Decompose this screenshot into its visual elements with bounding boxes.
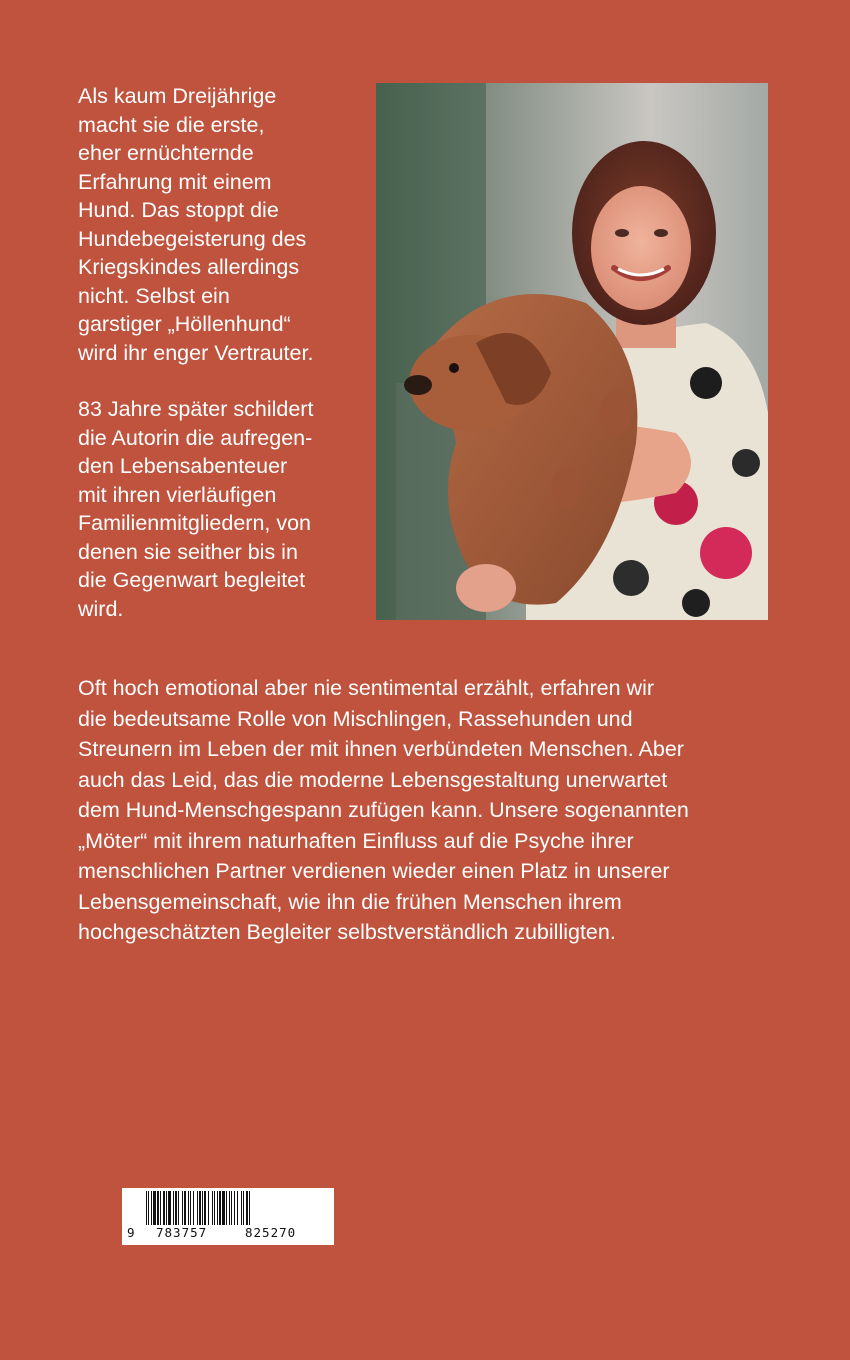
barcode-bar (148, 1191, 149, 1225)
barcode-bar (249, 1191, 250, 1225)
barcode-bar (204, 1191, 206, 1225)
barcode-bar (208, 1191, 209, 1225)
barcode-bar (163, 1191, 165, 1225)
barcode-bar (173, 1191, 174, 1225)
blurb-paragraph-1: Als kaum Dreijährige macht sie die erste, eher ernüchternde Erfahrung mit einem Hund. Das stoppt die Hundebegeisterung des Kriegskindes allerdings nicht. Selbst ein garstiger „Höllenhund“ wird ihr enger Vertrauter. (78, 84, 314, 365)
author-with-puppy-illustration (376, 83, 768, 620)
barcode-bar (190, 1191, 191, 1225)
barcode-bar (153, 1191, 156, 1225)
barcode-bar (188, 1191, 189, 1225)
barcode-bar (241, 1191, 242, 1225)
barcode-bar (226, 1191, 227, 1225)
blurb-paragraph-3: Oft hoch emotional aber nie sentimental erzählt, erfahren wir die bedeutsame Rolle von Mischlingen, Rassehunden und Streunern im Leben der mit ihnen verbündeten Menschen. Aber auch das Leid, das die moderne Lebensgestaltung unerwartet dem Hund-Menschgespann zufügen kann. Unsere sogenannten „Möter“ mit ihrem naturhaften Einfluss auf die Psyche ihrer menschlichen Partner verdienen wieder einen Platz in unserer Lebensgemeinschaft, wie ihn die frühen Menschen ihrem hochgeschätzten Begleiter selbstverständlich zubilligten. (78, 676, 689, 944)
barcode-bar (193, 1191, 194, 1225)
barcode-bar (166, 1191, 167, 1225)
isbn-lead-digit: 9 (127, 1225, 136, 1240)
barcode-bar (219, 1191, 221, 1225)
barcode-bar (231, 1191, 232, 1225)
blurb-top (78, 82, 370, 651)
barcode-bar (184, 1191, 186, 1225)
author-photo (376, 83, 768, 620)
barcode-bar (243, 1191, 244, 1225)
barcode-bar (217, 1191, 218, 1225)
barcode-bar (229, 1191, 230, 1225)
barcode-bar (199, 1191, 201, 1225)
barcode-bar (151, 1191, 152, 1225)
barcode-bar (222, 1191, 225, 1225)
barcode-bar (237, 1191, 238, 1225)
barcode-bar (202, 1191, 203, 1225)
barcode-bar (168, 1191, 171, 1225)
isbn-left-group: 783757 (156, 1225, 208, 1240)
barcode-bar (182, 1191, 183, 1225)
barcode-bar (212, 1191, 213, 1225)
barcode-bar (146, 1191, 147, 1225)
barcode-bar (234, 1191, 235, 1225)
isbn-digits (122, 1225, 334, 1241)
barcode-bar (175, 1191, 177, 1225)
isbn-barcode (122, 1188, 334, 1245)
barcode-bar (178, 1191, 179, 1225)
barcode-bar (197, 1191, 198, 1225)
barcode-bar (157, 1191, 159, 1225)
barcode-bar (214, 1191, 215, 1225)
isbn-right-group: 825270 (245, 1225, 297, 1240)
barcode-bar (246, 1191, 248, 1225)
blurb-paragraph-2: 83 Jahre später schildert die Autorin die aufregen- den Lebensabenteuer mit ihren vierläufigen Familienmitgliedern, von denen sie seither bis in die Gegenwart begleitet wird. (78, 397, 314, 621)
barcode-bar (160, 1191, 161, 1225)
